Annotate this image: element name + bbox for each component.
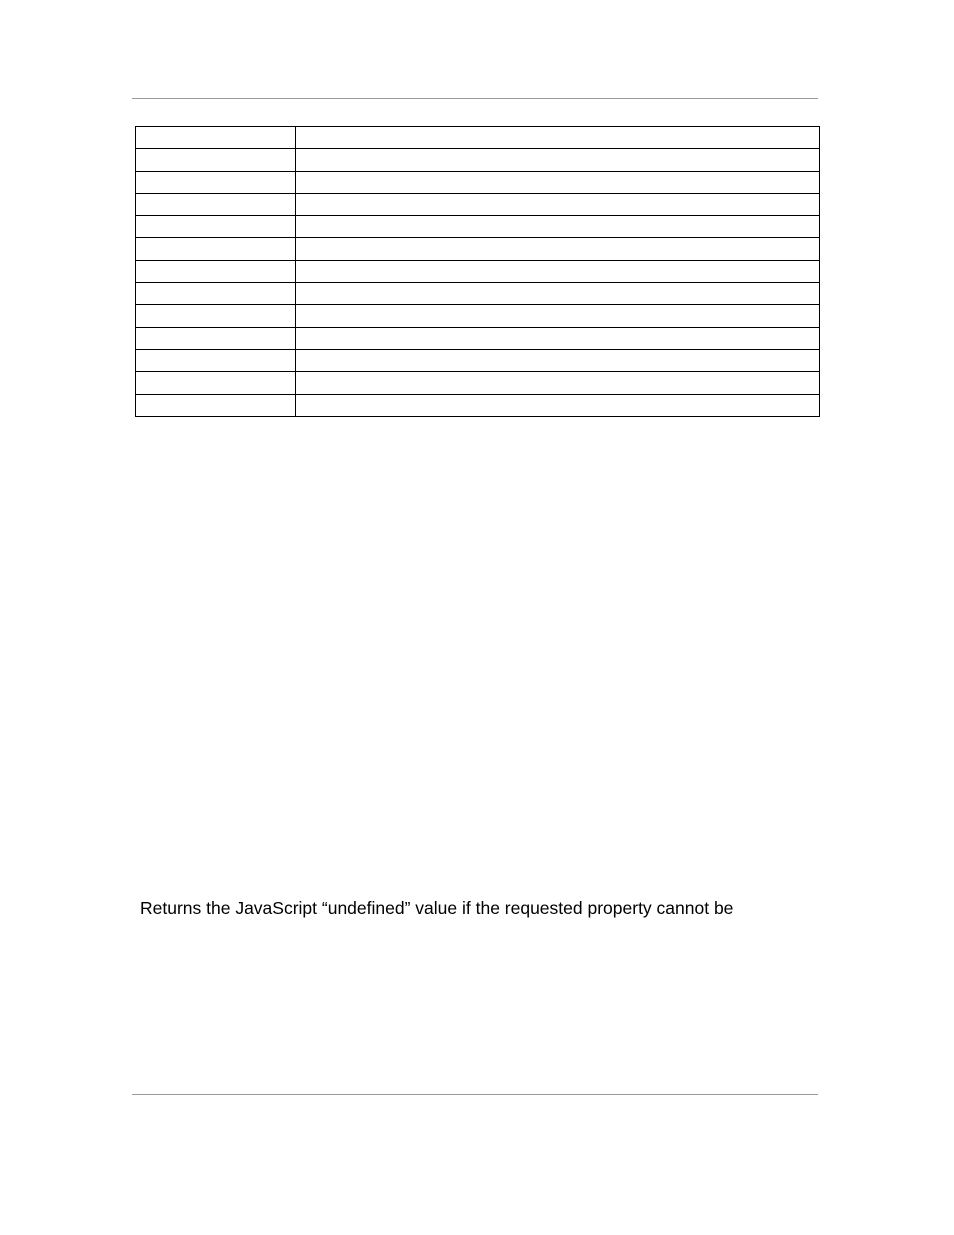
table-cell-name <box>136 127 296 149</box>
footer-divider <box>132 1094 818 1095</box>
table-cell-description <box>296 349 820 371</box>
table-row <box>136 149 820 171</box>
table-cell-name <box>136 327 296 349</box>
table-row <box>136 283 820 305</box>
table-cell-description <box>296 260 820 282</box>
table-cell-name <box>136 149 296 171</box>
table-row <box>136 193 820 215</box>
table-cell-name <box>136 394 296 416</box>
table-cell-description <box>296 394 820 416</box>
table-row <box>136 394 820 416</box>
table-cell-name <box>136 283 296 305</box>
table-cell-name <box>136 238 296 260</box>
table-cell-name <box>136 305 296 327</box>
paragraph-text: Returns the JavaScript “undefined” value if the requested property cannot be <box>140 898 734 918</box>
table-cell-name <box>136 349 296 371</box>
table-cell-name <box>136 260 296 282</box>
table-row <box>136 260 820 282</box>
table-cell-name <box>136 372 296 394</box>
table-cell-description <box>296 372 820 394</box>
table-row <box>136 305 820 327</box>
table-cell-name <box>136 193 296 215</box>
table-row <box>136 349 820 371</box>
property-table-body <box>136 127 820 417</box>
table-row <box>136 216 820 238</box>
table-cell-description <box>296 149 820 171</box>
table-cell-description <box>296 193 820 215</box>
table-cell-name <box>136 216 296 238</box>
table-cell-description <box>296 327 820 349</box>
table-row <box>136 238 820 260</box>
property-table <box>135 126 820 417</box>
table-cell-description <box>296 305 820 327</box>
table-cell-description <box>296 127 820 149</box>
table-cell-description <box>296 283 820 305</box>
table-cell-description <box>296 171 820 193</box>
header-divider <box>132 98 818 99</box>
table-cell-description <box>296 216 820 238</box>
table-row <box>136 327 820 349</box>
table-row <box>136 127 820 149</box>
table-cell-name <box>136 171 296 193</box>
table-row <box>136 171 820 193</box>
table-cell-description <box>296 238 820 260</box>
table-row <box>136 372 820 394</box>
